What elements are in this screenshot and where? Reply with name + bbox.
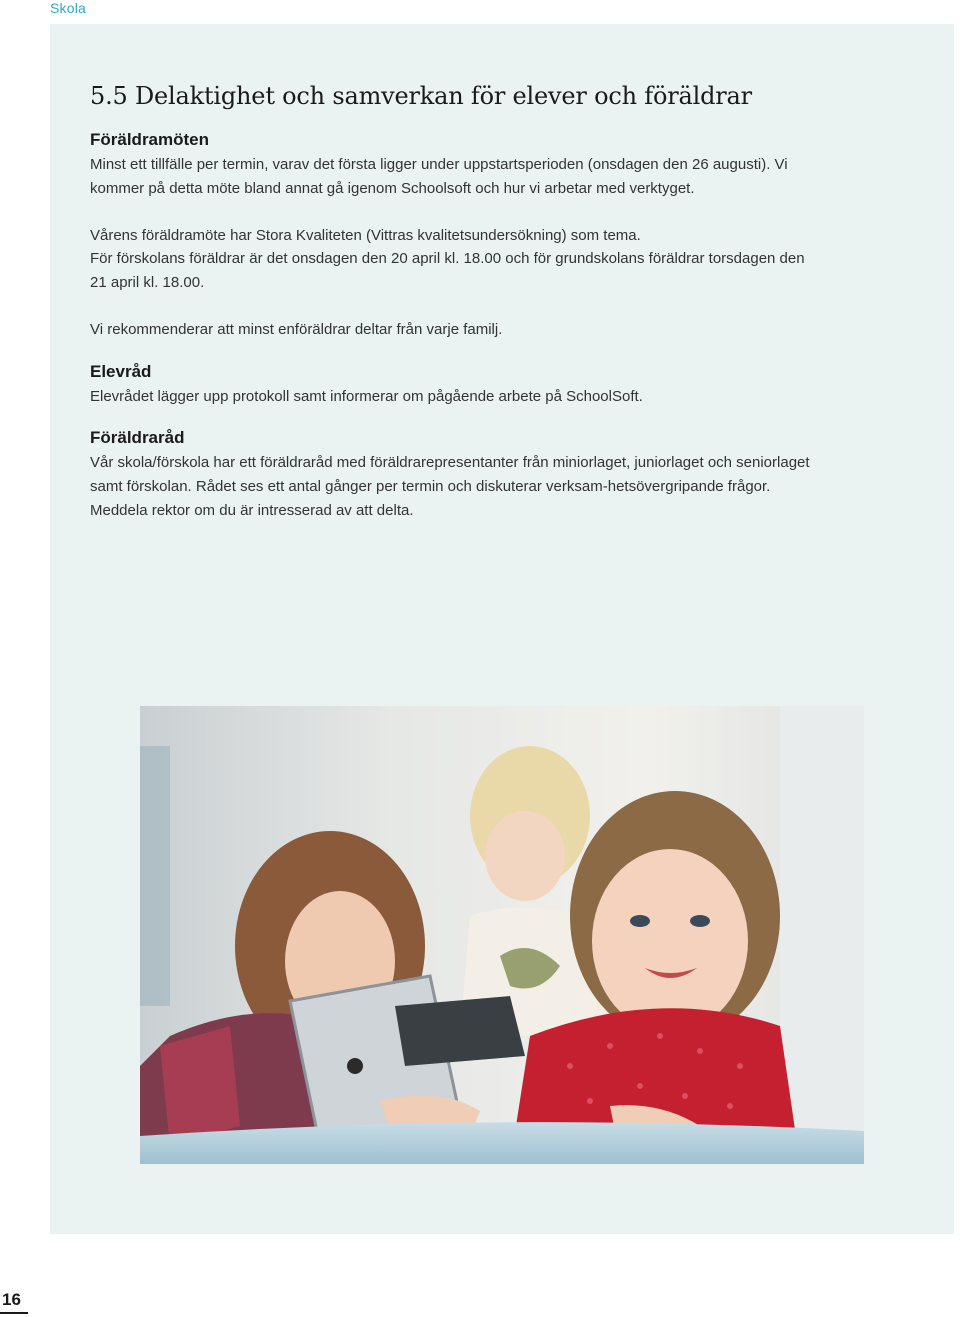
paragraph-foraldrarad: Vår skola/förskola har ett föräldraråd med föräldrarepresentanter från miniorlaget, juniorlaget och seniorlaget samt förskolan. Rådet ses ett antal gånger per termin och diskuterar verksam-hetsövergripande frågor. Meddela rektor om du är intresserad av att delta.: [90, 454, 810, 519]
paragraph-elevrad: Elevrådet lägger upp protokoll samt informerar om pågående arbete på SchoolSoft.: [90, 387, 643, 405]
page-number-rule: [0, 1312, 28, 1314]
paragraph-varens-mote: Vårens föräldramöte har Stora Kvaliteten (Vittras kvalitetsundersökning) som tema.: [90, 226, 641, 244]
page-number: 16: [2, 1290, 21, 1309]
paragraph-foraldramoten-intro: Minst ett tillfälle per termin, varav det första ligger under uppstartsperioden (onsdagen den 26 augusti). Vi kommer på detta möte bland annat gå igenom Schoolsoft och hur vi arbetar med verktyget.: [90, 156, 788, 197]
paragraph-rekommendation: Vi rekommenderar att minst enföräldrar deltar från varje familj.: [90, 321, 503, 339]
heading-elevrad: Elevråd: [90, 361, 152, 381]
main-content: [90, 82, 810, 522]
section-title: 5.5 Delaktighet och samverkan för elever och föräldrar: [90, 82, 752, 110]
heading-foraldramoten: Föräldramöten: [90, 130, 210, 149]
heading-foraldrarad: Föräldraråd: [90, 428, 185, 448]
children-with-tablets-photo: [140, 706, 864, 1164]
running-head: Skola: [50, 0, 87, 16]
paragraph-mote-datum: För förskolans föräldrar är det onsdagen den 20 april kl. 18.00 och för grundskolans föräldrar torsdagen den 21 april kl. 18.00.: [90, 250, 805, 291]
